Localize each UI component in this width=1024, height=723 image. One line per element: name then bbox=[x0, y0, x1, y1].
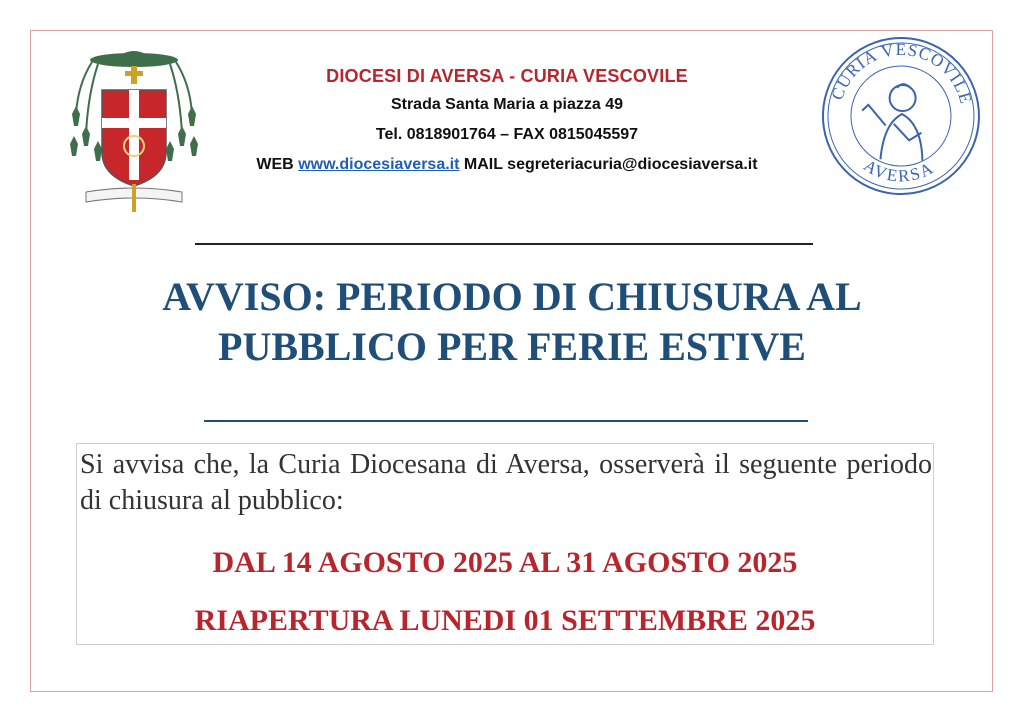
phone-fax-line: Tel. 0818901764 – FAX 0815045597 bbox=[375, 126, 639, 143]
web-label: WEB bbox=[256, 156, 294, 173]
seal-bottom-text: AVERSA bbox=[860, 155, 938, 186]
svg-text:AVERSA bbox=[860, 155, 938, 187]
organization-name: DIOCESI DI AVERSA - CURIA VESCOVILE bbox=[326, 66, 688, 86]
closure-period: DAL 14 AGOSTO 2025 AL 31 AGOSTO 2025 bbox=[212, 546, 798, 579]
svg-text:CURIA VESCOVILE bbox=[827, 37, 978, 107]
letterhead bbox=[204, 66, 810, 186]
header-divider bbox=[195, 243, 813, 245]
notice-title bbox=[100, 272, 924, 372]
mail-label: MAIL bbox=[463, 156, 503, 173]
bishop-coat-of-arms-icon bbox=[64, 44, 204, 214]
title-divider bbox=[204, 420, 808, 422]
notice-body: Si avvisa che, la Curia Diocesana di Aversa, osserverà il seguente periodo di chiusura al pubblico: bbox=[80, 449, 932, 516]
seal-top-text: CURIA VESCOVILE bbox=[827, 39, 976, 107]
reopening-date: RIAPERTURA LUNEDI 01 SETTEMBRE 2025 bbox=[194, 604, 816, 637]
email-address: segreteriacuria@diocesiaversa.it bbox=[507, 156, 758, 173]
website-link[interactable]: www.diocesiaversa.it bbox=[298, 156, 460, 173]
notice-title-line-1: AVVISO: PERIODO DI CHIUSURA AL bbox=[162, 274, 862, 319]
web-mail-line bbox=[204, 156, 810, 174]
curia-seal-icon bbox=[807, 21, 995, 209]
address-line: Strada Santa Maria a piazza 49 bbox=[390, 96, 624, 113]
notice-title-line-2: PUBBLICO PER FERIE ESTIVE bbox=[218, 324, 806, 369]
